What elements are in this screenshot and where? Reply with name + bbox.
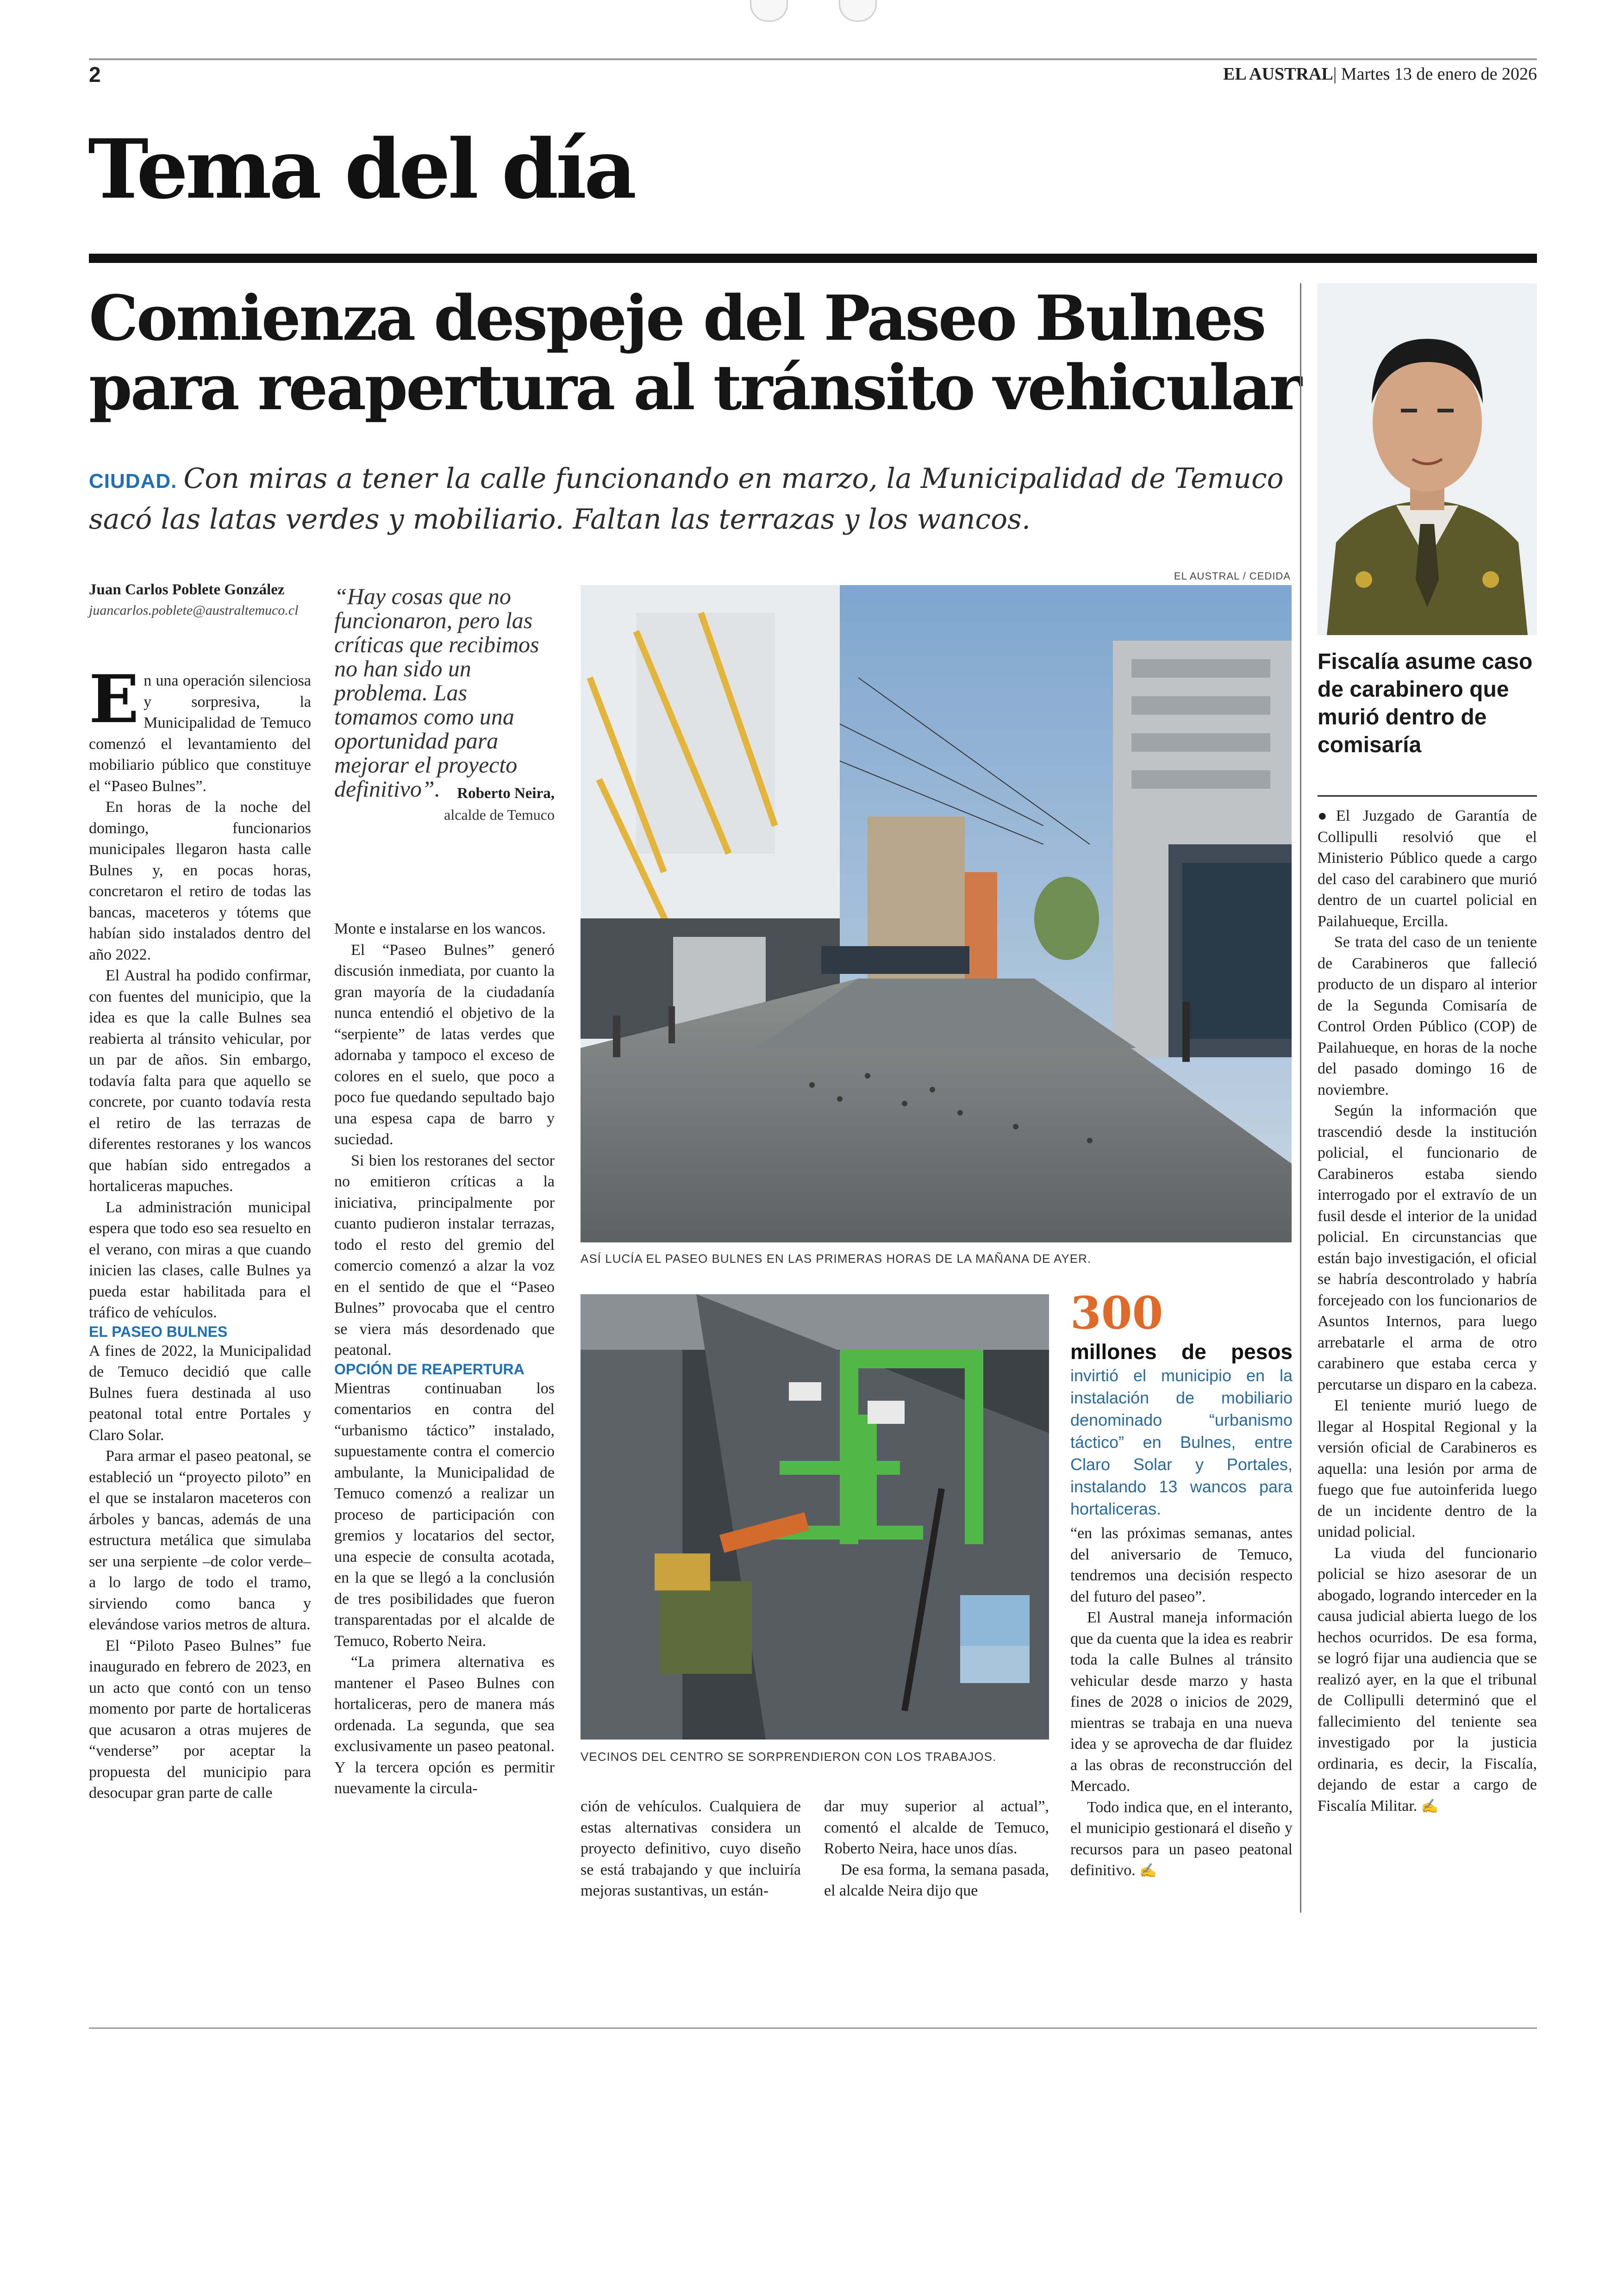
paragraph: Mientras continuaban los comentarios en contra del “urbanismo táctico” instalado, supuestamente contra el comercio ambulante, la Municipalidad de Temuco comenzó a realizar un proceso de participación con gremios y locatarios del sector, una especie de consulta acotada, en la que se llegó a la conclusión de tres posibilidades que fueron transparentadas por el alcalde de Temuco, Roberto Neira. (334, 1379, 555, 1650)
street-photo-art (581, 585, 1292, 1242)
photo-credit: EL AUSTRAL / CEDIDA (1174, 570, 1291, 582)
subheading-paseo-bulnes: EL PASEO BULNES (89, 1323, 228, 1340)
paragraph: El teniente murió luego de llegar al Hospital Regional y la versión oficial de Carabineros es aquella: una lesión por arma de fuego que fue autoinferida luego de un incidente dentro de la unidad policial. (1318, 1397, 1537, 1540)
fact-unit: millones de pesos (1070, 1340, 1293, 1364)
lead-paragraph: En una operación silenciosa y sorpresiva, la Municipalidad de Temuco comenzó el levantamiento del mobiliario público que constituye el “Paseo Bulnes”. (89, 661, 311, 795)
paragraph: El “Paseo Bulnes” generó discusión inmediata, por cuanto la gran mayoría de la ciudadanía nunca entendió el objetivo de la “serpiente” de latas verdes que adornaba y tampoco el exceso de colores en el suelo, que poco a poco fue quedando sepultado bajo una espesa capa de barro y suciedad. (334, 941, 555, 1148)
works-photo (581, 1294, 1049, 1740)
end-mark: ✍ (1139, 1863, 1157, 1878)
paragraph: Monte e instalarse en los wancos. (334, 920, 546, 937)
subheading-reapertura: OPCIÓN DE REAPERTURA (334, 1360, 525, 1378)
byline: Juan Carlos Poblete González (89, 581, 285, 598)
fact-number: 300 (1070, 1287, 1163, 1339)
paragraph: En horas de la noche del domingo, funcionarios municipales llegaron hasta calle Bulnes y, en pocas horas, concretaron el retiro de todas las bancas, maceteros y tótems que habían sido instalados dentro del año 2022. (89, 798, 311, 963)
fact-text: invirtió el municipio en la instalación de mobiliario denominado “urbanismo táctico” en Bulnes, entre Claro Solar y Portales, instalando 13 wancos para hortaliceras. (1070, 1366, 1293, 1518)
paper-dateline (1223, 64, 1537, 84)
section-tag: CIUDAD. (89, 470, 177, 493)
quote-attribution-name: Roberto Neira, (457, 785, 555, 802)
paragraph: El “Piloto Paseo Bulnes” fue inaugurado en febrero de 2023, en un acto que contó con un tenso momento por parte de hortaliceras que acusaron a otras mujeres de “venderse” por aceptar la propuesta del municipio para desocupar gran parte de calle (89, 1637, 311, 1802)
issue-date: | Martes 13 de enero de 2026 (1333, 64, 1537, 84)
paragraph: El Austral maneja información que da cuenta que la idea es reabrir toda la calle Bulnes al tránsito vehicular desde marzo y hasta fines de 2028 o inicios de 2029, mientras se trabaja en una nueva idea y se aprovecha de dar fluidez a las obras de reconstrucción del Mercado. (1070, 1609, 1293, 1795)
footer-rule (89, 2027, 1537, 2029)
photo-caption-2: VECINOS DEL CENTRO SE SORPRENDIERON CON LOS TRABAJOS. (581, 1750, 997, 1764)
paragraph: ●El Juzgado de Garantía de Collipulli resolvió que el Ministerio Público quede a cargo del caso del carabinero que murió dentro de un cuartel policial en Pailahueque, Ercilla. (1318, 807, 1537, 930)
paragraph: dar muy superior al actual”, comentó el alcalde de Temuco, Roberto Neira, hace unos días. (824, 1798, 1049, 1857)
section-title: Tema del día (88, 121, 634, 217)
header-rule (89, 58, 1537, 60)
bullet-icon: ● (1318, 807, 1336, 824)
article-headline (89, 283, 1302, 422)
pull-quote: “Hay cosas que no funcionaron, pero las críticas que recibimos no han sido un problema. Las tomamos como una oportunidad para mejorar el proyecto definitivo”. (334, 583, 539, 802)
article-deck (89, 458, 1302, 540)
column-2 (334, 918, 555, 1799)
sidebar-body (1318, 805, 1537, 1816)
paragraph: Para armar el paseo peatonal, se estableció un “proyecto piloto” en el que se instalaron maceteros con árboles y bancas, además de una estructura metálica que simulaba ser una serpiente –de color verde– a lo largo de todo el tramo, sirviendo como banca y elevándose varios metros de altura. (89, 1447, 311, 1633)
scroll-up-indicator[interactable] (750, 0, 788, 22)
page-number: 2 (89, 62, 101, 87)
end-mark: ✍ (1421, 1798, 1439, 1814)
column-divider (1300, 283, 1301, 1913)
paragraph: El Austral ha podido confirmar, con fuentes del municipio, que la idea es que la calle Bulnes sea reabierta al tránsito vehicular, por un par de años. Sin embargo, todavía falta para que aquello se concrete, por cuanto todavía resta el retiro de las terrazas de diferentes restoranes y los wancos que habían sido entregados a hortaliceras mapuches. (89, 967, 311, 1195)
quote-attribution-role: alcalde de Temuco (444, 806, 555, 823)
scroll-down-indicator[interactable] (839, 0, 877, 22)
paragraph: De esa forma, la semana pasada, el alcalde Neira dijo que (824, 1861, 1049, 1899)
deck-text: Con miras a tener la calle funcionando en marzo, la Municipalidad de Temuco sacó las latas verdes y mobiliario. Faltan las terrazas y los wancos. (89, 462, 1284, 536)
column-1 (89, 661, 311, 1804)
paragraph: La administración municipal espera que todo eso sea resuelto en el verano, con miras a que cuando inicien las clases, calle Bulnes ya pueda estar habilitada para el tráfico de vehículos. (89, 1198, 311, 1321)
works-photo-art (581, 1294, 1049, 1740)
drop-cap: E (89, 661, 139, 738)
photo-caption-1: ASÍ LUCÍA EL PASEO BULNES EN LAS PRIMERAS HORAS DE LA MAÑANA DE AYER. (581, 1252, 1092, 1266)
author-email[interactable]: juancarlos.poblete@australtemuco.cl (89, 603, 299, 618)
paper-name: EL AUSTRAL (1223, 64, 1333, 84)
paragraph: Se trata del caso de un teniente de Carabineros que falleció producto de un disparo al interior de la Segunda Comisaría de Control Orden Público (COP) de Pailahueque, en horas de la noche del pasado domingo 16 de noviembre. (1318, 934, 1537, 1098)
paragraph: ción de vehículos. Cualquiera de estas alternativas considera un proyecto definitivo, cuyo diseño se está trabajando y que incluiría mejoras sustantivas, un están- (581, 1798, 801, 1899)
paragraph: Si bien los restoranes del sector no emitieron críticas a la iniciativa, principalmente por cuanto pudieron instalar terrazas, todo el resto del gremio del comercio comenzó a alzar la voz en el sentido de que el “Paseo Bulnes” provocaba que el centro se viera más desordenado que peatonal. (334, 1152, 555, 1359)
paragraph: “en las próximas semanas, antes del aniversario de Temuco, tendremos una decisión respecto del futuro del paseo”. (1070, 1525, 1293, 1605)
paragraph: Todo indica que, en el interanto, el municipio gestionará el diseño y recursos para un paseo peatonal definitivo. ✍ (1070, 1798, 1293, 1879)
street-photo (581, 585, 1292, 1242)
officer-portrait (1318, 283, 1537, 635)
headline-line-2: para reapertura al tránsito vehicular (89, 351, 1300, 424)
headline-line-1: Comienza despeje del Paseo Bulnes (89, 281, 1265, 355)
paragraph: Según la información que trascendió desde la institución policial, el funcionario de Carabineros estaba siendo interrogado por el extravío de un fusil desde el interior de la unidad policial. En circunstancias que están bajo investigación, el oficial se habría descontrolado y habría forcejeado con los funcionarios de Asuntos Internos, para luego arrebatarle el arma de otro carabinero que estaba cerca y percutarse un disparo en la cabeza. (1318, 1102, 1537, 1393)
paragraph: La viuda del funcionario policial se hizo asesorar de un abogado, logrando interceder en la causa judicial abierta luego de los hechos ocurridos. De esa forma, se logró fijar una audiencia que se realizó ayer, en la que el tribunal de Collipulli determinó que el fallecimiento del teniente sea investigado por la justicia ordinaria, es decir, la Fiscalía, dejando de estar a cargo de Fiscalía Militar. ✍ (1318, 1544, 1537, 1815)
paragraph: A fines de 2022, la Municipalidad de Temuco decidió que calle Bulnes fuera destinada al uso peatonal total entre Portales y Claro Solar. (89, 1342, 311, 1444)
column-4 (824, 1796, 1049, 1902)
section-rule (89, 254, 1537, 263)
sidebar-headline: Fiscalía asume caso de carabinero que murió dentro de comisaría (1318, 649, 1533, 757)
sidebar-rule (1318, 795, 1537, 797)
officer-portrait-art (1318, 283, 1537, 635)
fact-box (1070, 1341, 1293, 1520)
column-3 (581, 1796, 801, 1902)
paragraph: “La primera alternativa es mantener el Paseo Bulnes con hortaliceras, pero de manera más ordenada. La segunda, que sea exclusivamente un paseo peatonal. Y la tercera opción es permitir nuevamente la circula- (334, 1653, 555, 1797)
column-5 (1070, 1523, 1293, 1881)
